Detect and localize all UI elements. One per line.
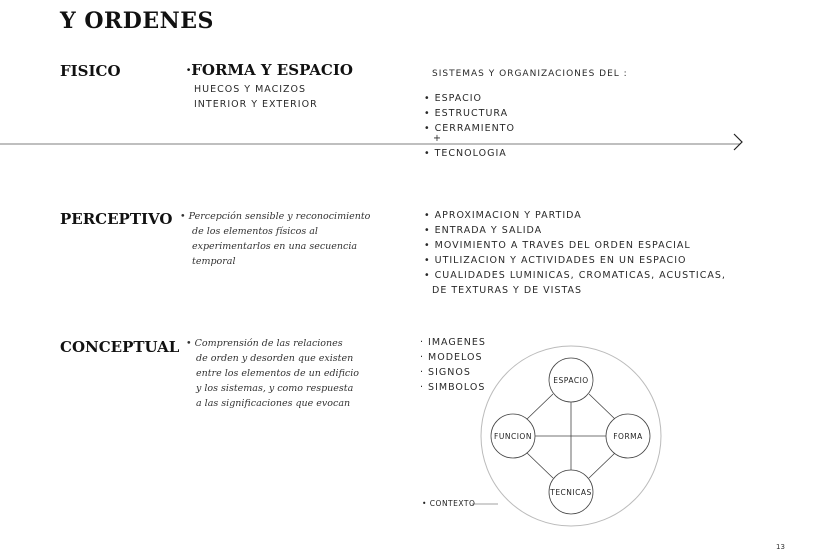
node-forma bbox=[606, 414, 650, 458]
fisico-sub-item: HUECOS Y MACIZOS bbox=[194, 84, 307, 95]
systems-item: • ESPACIO bbox=[424, 93, 483, 104]
description-line: temporal bbox=[192, 256, 236, 267]
tech-item: • TECNOLOGIA bbox=[424, 148, 507, 159]
node-tecnicas bbox=[549, 470, 593, 514]
node-label: TECNICAS bbox=[550, 488, 592, 497]
page-title: Y ORDENES bbox=[60, 8, 214, 34]
description-line: a las significaciones que evocan bbox=[196, 398, 351, 409]
perceptivo-item: • APROXIMACION Y PARTIDA bbox=[424, 210, 582, 221]
description-line: experimentarlos en una secuencia bbox=[192, 241, 358, 252]
perceptivo-description bbox=[180, 209, 370, 269]
context-label: • CONTEXTO bbox=[422, 499, 476, 508]
fisico-heading: ·FORMA Y ESPACIO bbox=[186, 61, 353, 79]
node-funcion bbox=[491, 414, 535, 458]
fisico-sub-list bbox=[194, 82, 318, 112]
node-espacio bbox=[549, 358, 593, 402]
systems-intro: SISTEMAS Y ORGANIZACIONES DEL : bbox=[432, 69, 628, 79]
page-number: 13 bbox=[776, 543, 785, 551]
perceptivo-item: • UTILIZACION Y ACTIVIDADES EN UN ESPACIO bbox=[424, 255, 687, 266]
description-line: de orden y desorden que existen bbox=[196, 353, 354, 364]
category-fisico: FISICO bbox=[60, 62, 121, 80]
description-line: de los elementos físicos al bbox=[192, 226, 318, 237]
perceptivo-item: • CUALIDADES LUMINICAS, CROMATICAS, ACUSTICAS, bbox=[424, 270, 726, 281]
perceptivo-items bbox=[424, 208, 726, 298]
conceptual-item: · SIMBOLOS bbox=[420, 382, 486, 393]
plus-sign: + bbox=[433, 133, 442, 144]
conceptual-item: · SIGNOS bbox=[420, 367, 471, 378]
category-perceptivo: PERCEPTIVO bbox=[60, 210, 173, 228]
connector-diamond bbox=[526, 452, 553, 478]
connector-diamond bbox=[589, 452, 616, 478]
node-label: FORMA bbox=[613, 432, 643, 441]
perceptivo-item: DE TEXTURAS Y DE VISTAS bbox=[432, 285, 583, 296]
perceptivo-item: • ENTRADA Y SALIDA bbox=[424, 225, 543, 236]
description-line: y los sistemas, y como respuesta bbox=[196, 383, 354, 394]
conceptual-item: · MODELOS bbox=[420, 352, 483, 363]
description-line: • Percepción sensible y reconocimiento bbox=[180, 211, 371, 222]
category-conceptual: CONCEPTUAL bbox=[60, 338, 180, 356]
node-label: ESPACIO bbox=[553, 376, 589, 385]
arrow-head-icon bbox=[734, 134, 742, 150]
divider-arrow-line bbox=[0, 130, 827, 154]
conceptual-description bbox=[186, 336, 359, 411]
description-line: entre los elementos de un edificio bbox=[196, 368, 359, 379]
fisico-sub-item: INTERIOR Y EXTERIOR bbox=[194, 99, 318, 110]
connector-diamond bbox=[526, 394, 553, 420]
systems-list bbox=[424, 91, 515, 136]
description-line: • Comprensión de las relaciones bbox=[186, 338, 343, 349]
node-label: FUNCION bbox=[494, 432, 532, 441]
perceptivo-item: • MOVIMIENTO A TRAVES DEL ORDEN ESPACIAL bbox=[424, 240, 691, 251]
systems-item: • ESTRUCTURA bbox=[424, 108, 509, 119]
systems-item: • CERRAMIENTO bbox=[424, 123, 515, 134]
conceptual-item: · IMAGENES bbox=[420, 337, 486, 348]
connector-diamond bbox=[589, 394, 616, 420]
